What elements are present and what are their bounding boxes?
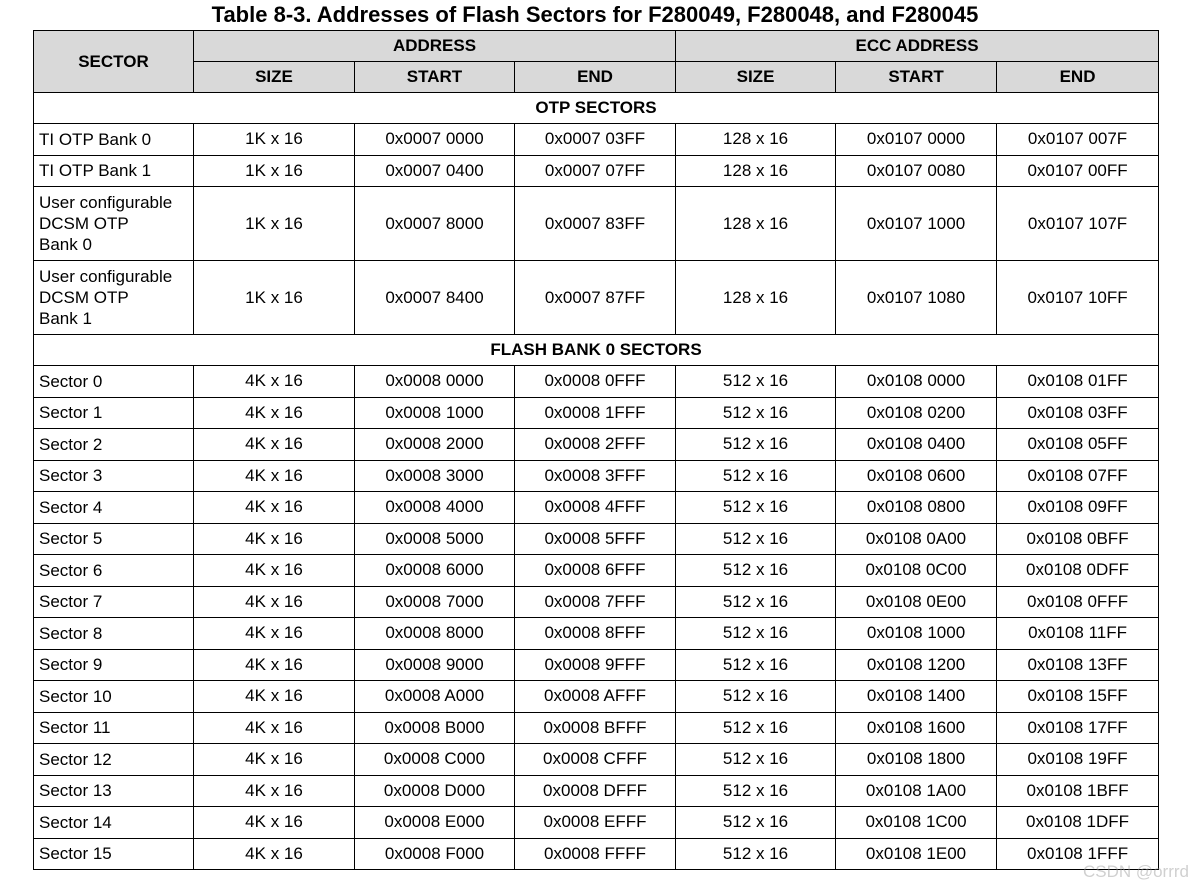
sector-name-line: Sector 7 bbox=[39, 592, 103, 612]
size-cell: 4K x 16 bbox=[194, 555, 355, 587]
end-cell: 0x0008 2FFF bbox=[515, 429, 676, 461]
ecc-start-cell: 0x0108 1400 bbox=[836, 681, 997, 713]
size-cell: 4K x 16 bbox=[194, 649, 355, 681]
table-row bbox=[34, 618, 1159, 650]
start-cell: 0x0008 3000 bbox=[355, 460, 515, 492]
size-cell: 4K x 16 bbox=[194, 397, 355, 429]
header-address: ADDRESS bbox=[194, 31, 676, 62]
start-cell: 0x0008 B000 bbox=[355, 712, 515, 744]
section-title: OTP SECTORS bbox=[34, 93, 1159, 124]
ecc-start-cell: 0x0108 0800 bbox=[836, 492, 997, 524]
sector-name-cell bbox=[34, 681, 194, 713]
ecc-end-cell: 0x0108 1BFF bbox=[997, 775, 1159, 807]
ecc-start-cell: 0x0108 0C00 bbox=[836, 555, 997, 587]
sector-name-line: Sector 5 bbox=[39, 529, 103, 549]
table-row bbox=[34, 744, 1159, 776]
start-cell: 0x0008 2000 bbox=[355, 429, 515, 461]
sector-name-line: User configurable bbox=[39, 193, 173, 212]
ecc-end-cell: 0x0107 10FF bbox=[997, 261, 1159, 335]
table-header bbox=[34, 31, 1159, 93]
ecc-size-cell: 512 x 16 bbox=[676, 807, 836, 839]
table-row bbox=[34, 366, 1159, 398]
ecc-end-cell: 0x0108 13FF bbox=[997, 649, 1159, 681]
ecc-start-cell: 0x0108 0000 bbox=[836, 366, 997, 398]
header-ecc-end: END bbox=[997, 62, 1159, 93]
sector-name-cell bbox=[34, 366, 194, 398]
size-cell: 4K x 16 bbox=[194, 712, 355, 744]
ecc-size-cell: 512 x 16 bbox=[676, 744, 836, 776]
ecc-start-cell: 0x0108 1200 bbox=[836, 649, 997, 681]
ecc-size-cell: 512 x 16 bbox=[676, 397, 836, 429]
table-row bbox=[34, 649, 1159, 681]
size-cell: 4K x 16 bbox=[194, 838, 355, 870]
table-row bbox=[34, 681, 1159, 713]
sector-name-line: Sector 15 bbox=[39, 844, 112, 864]
sector-name-line: DCSM OTP bbox=[39, 288, 129, 307]
end-cell: 0x0007 87FF bbox=[515, 261, 676, 335]
ecc-start-cell: 0x0108 0200 bbox=[836, 397, 997, 429]
sector-name-cell bbox=[34, 618, 194, 650]
ecc-end-cell: 0x0108 09FF bbox=[997, 492, 1159, 524]
ecc-end-cell: 0x0108 1FFF bbox=[997, 838, 1159, 870]
start-cell: 0x0008 0000 bbox=[355, 366, 515, 398]
end-cell: 0x0007 07FF bbox=[515, 155, 676, 187]
sector-name-line: Sector 10 bbox=[39, 686, 112, 706]
start-cell: 0x0008 D000 bbox=[355, 775, 515, 807]
ecc-size-cell: 512 x 16 bbox=[676, 492, 836, 524]
ecc-end-cell: 0x0108 17FF bbox=[997, 712, 1159, 744]
sector-name-line: DCSM OTP bbox=[39, 214, 129, 233]
ecc-size-cell: 512 x 16 bbox=[676, 712, 836, 744]
size-cell: 4K x 16 bbox=[194, 586, 355, 618]
ecc-start-cell: 0x0108 1C00 bbox=[836, 807, 997, 839]
sector-name-line: Sector 2 bbox=[39, 434, 103, 454]
sector-name-cell bbox=[34, 124, 194, 156]
ecc-size-cell: 128 x 16 bbox=[676, 187, 836, 261]
start-cell: 0x0008 6000 bbox=[355, 555, 515, 587]
sector-name-line: User configurable bbox=[39, 267, 173, 286]
ecc-end-cell: 0x0107 007F bbox=[997, 124, 1159, 156]
ecc-size-cell: 128 x 16 bbox=[676, 261, 836, 335]
ecc-start-cell: 0x0107 0080 bbox=[836, 155, 997, 187]
ecc-end-cell: 0x0108 03FF bbox=[997, 397, 1159, 429]
ecc-start-cell: 0x0107 1080 bbox=[836, 261, 997, 335]
sector-name-cell bbox=[34, 807, 194, 839]
ecc-start-cell: 0x0107 0000 bbox=[836, 124, 997, 156]
table-row bbox=[34, 124, 1159, 156]
sector-name-line: Sector 9 bbox=[39, 655, 103, 675]
ecc-size-cell: 512 x 16 bbox=[676, 838, 836, 870]
sector-name-cell bbox=[34, 775, 194, 807]
section-header-row bbox=[34, 335, 1159, 366]
size-cell: 4K x 16 bbox=[194, 681, 355, 713]
start-cell: 0x0008 A000 bbox=[355, 681, 515, 713]
ecc-size-cell: 512 x 16 bbox=[676, 775, 836, 807]
table-row bbox=[34, 807, 1159, 839]
end-cell: 0x0008 0FFF bbox=[515, 366, 676, 398]
sector-name-cell bbox=[34, 555, 194, 587]
ecc-end-cell: 0x0108 01FF bbox=[997, 366, 1159, 398]
sector-name-line: Bank 1 bbox=[39, 309, 92, 328]
end-cell: 0x0008 EFFF bbox=[515, 807, 676, 839]
end-cell: 0x0008 3FFF bbox=[515, 460, 676, 492]
table-body bbox=[34, 93, 1159, 870]
end-cell: 0x0007 03FF bbox=[515, 124, 676, 156]
sector-name-line: Sector 4 bbox=[39, 497, 103, 517]
ecc-start-cell: 0x0108 0400 bbox=[836, 429, 997, 461]
sector-name-line: Sector 12 bbox=[39, 749, 112, 769]
sector-name-line: TI OTP Bank 1 bbox=[39, 161, 152, 181]
start-cell: 0x0007 8000 bbox=[355, 187, 515, 261]
ecc-size-cell: 512 x 16 bbox=[676, 586, 836, 618]
sector-name-cell bbox=[34, 586, 194, 618]
size-cell: 4K x 16 bbox=[194, 744, 355, 776]
table-row bbox=[34, 775, 1159, 807]
ecc-end-cell: 0x0108 05FF bbox=[997, 429, 1159, 461]
sector-name-cell bbox=[34, 838, 194, 870]
header-ecc-start: START bbox=[836, 62, 997, 93]
sector-name-line: Bank 0 bbox=[39, 235, 92, 254]
table-row bbox=[34, 586, 1159, 618]
start-cell: 0x0008 9000 bbox=[355, 649, 515, 681]
ecc-start-cell: 0x0108 1A00 bbox=[836, 775, 997, 807]
section-header-row bbox=[34, 93, 1159, 124]
ecc-end-cell: 0x0108 0DFF bbox=[997, 555, 1159, 587]
header-sector: SECTOR bbox=[34, 31, 194, 93]
size-cell: 1K x 16 bbox=[194, 155, 355, 187]
watermark: CSDN @orrrd bbox=[1082, 862, 1189, 881]
start-cell: 0x0008 1000 bbox=[355, 397, 515, 429]
start-cell: 0x0008 C000 bbox=[355, 744, 515, 776]
sector-name-cell bbox=[34, 397, 194, 429]
size-cell: 1K x 16 bbox=[194, 261, 355, 335]
ecc-end-cell: 0x0108 11FF bbox=[997, 618, 1159, 650]
end-cell: 0x0008 AFFF bbox=[515, 681, 676, 713]
table-row bbox=[34, 429, 1159, 461]
sector-name-line: Sector 1 bbox=[39, 403, 103, 423]
ecc-end-cell: 0x0108 0BFF bbox=[997, 523, 1159, 555]
sector-name-cell bbox=[34, 261, 194, 335]
sector-name-line: Sector 13 bbox=[39, 781, 112, 801]
start-cell: 0x0007 0000 bbox=[355, 124, 515, 156]
start-cell: 0x0008 8000 bbox=[355, 618, 515, 650]
header-start: START bbox=[355, 62, 515, 93]
end-cell: 0x0008 1FFF bbox=[515, 397, 676, 429]
sector-name-line: Sector 8 bbox=[39, 623, 103, 643]
ecc-size-cell: 512 x 16 bbox=[676, 523, 836, 555]
start-cell: 0x0008 E000 bbox=[355, 807, 515, 839]
sector-name-line: Sector 6 bbox=[39, 560, 103, 580]
section-title: FLASH BANK 0 SECTORS bbox=[34, 335, 1159, 366]
ecc-size-cell: 128 x 16 bbox=[676, 155, 836, 187]
sector-name-cell bbox=[34, 429, 194, 461]
end-cell: 0x0008 8FFF bbox=[515, 618, 676, 650]
ecc-end-cell: 0x0108 0FFF bbox=[997, 586, 1159, 618]
header-end: END bbox=[515, 62, 676, 93]
table-row bbox=[34, 261, 1159, 335]
end-cell: 0x0008 9FFF bbox=[515, 649, 676, 681]
sector-name-cell bbox=[34, 460, 194, 492]
end-cell: 0x0008 7FFF bbox=[515, 586, 676, 618]
ecc-size-cell: 512 x 16 bbox=[676, 366, 836, 398]
sector-name-line: Sector 0 bbox=[39, 371, 103, 391]
ecc-start-cell: 0x0108 0A00 bbox=[836, 523, 997, 555]
sector-name-cell bbox=[34, 523, 194, 555]
ecc-size-cell: 128 x 16 bbox=[676, 124, 836, 156]
sector-name-line: Sector 3 bbox=[39, 466, 103, 486]
ecc-start-cell: 0x0108 1600 bbox=[836, 712, 997, 744]
end-cell: 0x0008 6FFF bbox=[515, 555, 676, 587]
ecc-start-cell: 0x0108 1800 bbox=[836, 744, 997, 776]
ecc-end-cell: 0x0108 07FF bbox=[997, 460, 1159, 492]
size-cell: 4K x 16 bbox=[194, 618, 355, 650]
end-cell: 0x0007 83FF bbox=[515, 187, 676, 261]
end-cell: 0x0008 CFFF bbox=[515, 744, 676, 776]
ecc-size-cell: 512 x 16 bbox=[676, 429, 836, 461]
ecc-end-cell: 0x0107 107F bbox=[997, 187, 1159, 261]
size-cell: 4K x 16 bbox=[194, 775, 355, 807]
sector-name-cell bbox=[34, 744, 194, 776]
start-cell: 0x0008 5000 bbox=[355, 523, 515, 555]
end-cell: 0x0008 5FFF bbox=[515, 523, 676, 555]
ecc-end-cell: 0x0107 00FF bbox=[997, 155, 1159, 187]
size-cell: 1K x 16 bbox=[194, 124, 355, 156]
ecc-size-cell: 512 x 16 bbox=[676, 681, 836, 713]
ecc-start-cell: 0x0108 1E00 bbox=[836, 838, 997, 870]
table-row bbox=[34, 155, 1159, 187]
sector-name-cell bbox=[34, 649, 194, 681]
start-cell: 0x0008 F000 bbox=[355, 838, 515, 870]
table-row bbox=[34, 555, 1159, 587]
sector-name-cell bbox=[34, 492, 194, 524]
ecc-end-cell: 0x0108 19FF bbox=[997, 744, 1159, 776]
ecc-start-cell: 0x0108 0E00 bbox=[836, 586, 997, 618]
size-cell: 4K x 16 bbox=[194, 460, 355, 492]
sector-name-line: TI OTP Bank 0 bbox=[39, 129, 152, 149]
ecc-start-cell: 0x0107 1000 bbox=[836, 187, 997, 261]
size-cell: 1K x 16 bbox=[194, 187, 355, 261]
header-size: SIZE bbox=[194, 62, 355, 93]
end-cell: 0x0008 4FFF bbox=[515, 492, 676, 524]
sector-name-line: Sector 11 bbox=[39, 718, 111, 738]
end-cell: 0x0008 BFFF bbox=[515, 712, 676, 744]
table-row bbox=[34, 523, 1159, 555]
size-cell: 4K x 16 bbox=[194, 492, 355, 524]
flash-sectors-table bbox=[33, 30, 1159, 870]
end-cell: 0x0008 DFFF bbox=[515, 775, 676, 807]
table-row bbox=[34, 492, 1159, 524]
ecc-end-cell: 0x0108 1DFF bbox=[997, 807, 1159, 839]
table-row bbox=[34, 838, 1159, 870]
ecc-end-cell: 0x0108 15FF bbox=[997, 681, 1159, 713]
table-title: Table 8-3. Addresses of Flash Sectors for F280049, F280048, and F280045 bbox=[211, 2, 979, 27]
sector-name-cell bbox=[34, 712, 194, 744]
start-cell: 0x0007 8400 bbox=[355, 261, 515, 335]
size-cell: 4K x 16 bbox=[194, 366, 355, 398]
end-cell: 0x0008 FFFF bbox=[515, 838, 676, 870]
ecc-start-cell: 0x0108 1000 bbox=[836, 618, 997, 650]
size-cell: 4K x 16 bbox=[194, 429, 355, 461]
start-cell: 0x0008 7000 bbox=[355, 586, 515, 618]
ecc-size-cell: 512 x 16 bbox=[676, 555, 836, 587]
ecc-size-cell: 512 x 16 bbox=[676, 618, 836, 650]
start-cell: 0x0007 0400 bbox=[355, 155, 515, 187]
ecc-size-cell: 512 x 16 bbox=[676, 649, 836, 681]
size-cell: 4K x 16 bbox=[194, 523, 355, 555]
table-row bbox=[34, 712, 1159, 744]
ecc-size-cell: 512 x 16 bbox=[676, 460, 836, 492]
start-cell: 0x0008 4000 bbox=[355, 492, 515, 524]
table-row bbox=[34, 460, 1159, 492]
table-row bbox=[34, 187, 1159, 261]
sector-name-cell bbox=[34, 155, 194, 187]
size-cell: 4K x 16 bbox=[194, 807, 355, 839]
table-row bbox=[34, 397, 1159, 429]
ecc-start-cell: 0x0108 0600 bbox=[836, 460, 997, 492]
sector-name-cell bbox=[34, 187, 194, 261]
sector-name-line: Sector 14 bbox=[39, 812, 112, 832]
header-ecc-address: ECC ADDRESS bbox=[676, 31, 1159, 62]
header-ecc-size: SIZE bbox=[676, 62, 836, 93]
